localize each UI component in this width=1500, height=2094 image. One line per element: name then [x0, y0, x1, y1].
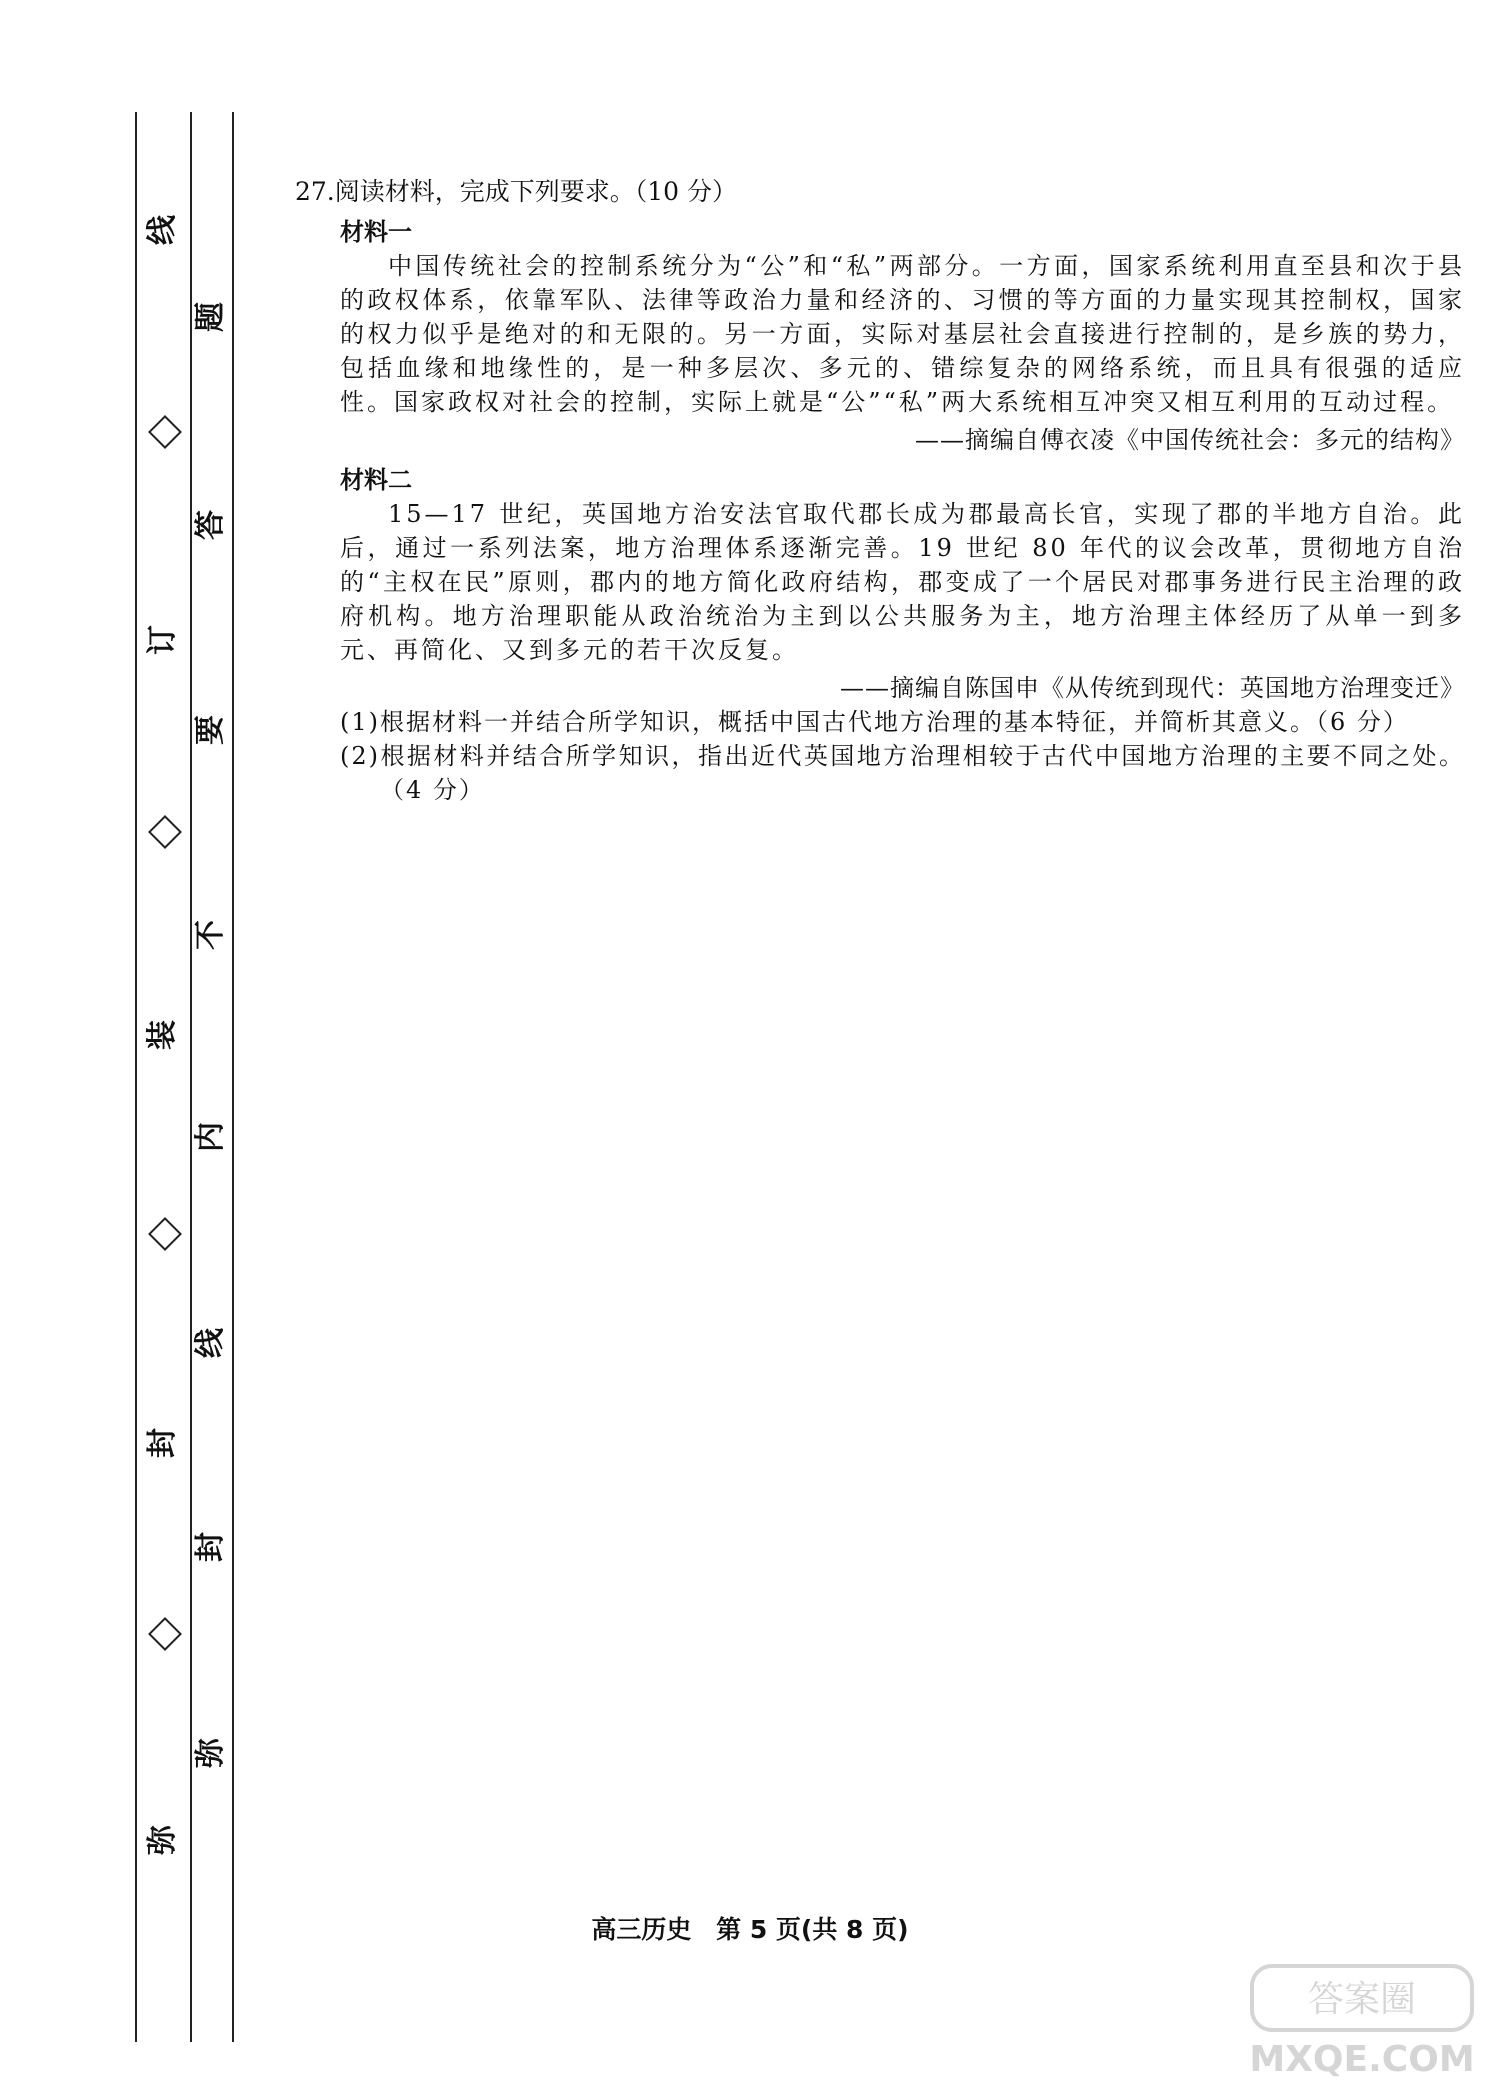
binding-char: 封 — [193, 1532, 228, 1562]
material-one-label: 材料一 — [340, 218, 412, 246]
page-footer — [0, 1910, 1500, 1946]
sub-question-1: (1)根据材料一并结合所学知识，概括中国古代地方治理的基本特征，并简析其意义。（6 分） — [340, 708, 1409, 736]
binding-char: 内 — [193, 1122, 228, 1152]
watermark-graphic — [1232, 1956, 1492, 2086]
diamond-icon — [148, 1217, 182, 1251]
binding-char: 订 — [145, 625, 180, 655]
material-one-text: 中国传统社会的控制系统分为“公”和“私”两部分。一方面，国家系统利用直至县和次于县的政权体系，依靠军队、法律等政治力量和经济的、习惯的等方面的力量实现其控制权，国家的权力似乎是绝对的和无限的。另一方面，实际对基层社会直接进行控制的，是乡族的势力，包括血缘和地缘性的，是一种多层次、多元的、错综复杂的网络系统，而且具有很强的适应性。国家政权对社会的控制，实际上就是“公”“私”两大系统相互冲突又相互利用的互动过程。 — [340, 252, 1465, 416]
binding-char: 要 — [193, 715, 228, 745]
sub-question-2: (2)根据材料并结合所学知识，指出近代英国地方治理相较于古代中国地方治理的主要不同之处。（4 分） — [340, 742, 1465, 804]
binding-char: 线 — [145, 215, 180, 245]
binding-char: 答 — [193, 510, 228, 540]
binding-char: 不 — [193, 920, 228, 950]
question-block — [295, 175, 1465, 807]
binding-char: 线 — [193, 1328, 228, 1358]
binding-char: 弥 — [193, 1738, 228, 1768]
material-two-label: 材料二 — [340, 466, 412, 494]
material-two-text: 15—17 世纪，英国地方治安法官取代郡长成为郡最高长官，实现了郡的半地方自治。此后，通过一系列法案，地方治理体系逐渐完善。19 世纪 80 年代的议会改革，贯彻地方自治的“主权在民”原则，郡内的地方简化政府结构，郡变成了一个居民对郡事务进行民主治理的政府机构。地方治理职能从政治统治为主到以公共服务为主，地方治理主体经历了从单一到多元、再简化、又到多元的若干次反复。 — [340, 500, 1465, 664]
material-one-source: ——摘编自傅衣凌《中国传统社会：多元的结构》 — [915, 426, 1465, 454]
binding-line-outer — [135, 112, 137, 2042]
question-title: 27.阅读材料，完成下列要求。（10 分） — [295, 177, 738, 206]
diamond-icon — [148, 815, 182, 849]
material-two-source: ——摘编自陈国申《从传统到现代：英国地方治理变迁》 — [840, 674, 1465, 702]
binding-char: 题 — [193, 302, 228, 332]
footer-subject: 高三历史 — [591, 1915, 692, 1944]
binding-char: 弥 — [145, 1825, 180, 1855]
watermark-logo-text: 答案圈 — [1307, 1979, 1417, 2020]
watermark-logo — [1232, 1956, 1492, 2086]
footer-page-number: 第 5 页(共 8 页) — [716, 1915, 909, 1944]
binding-char: 封 — [145, 1428, 180, 1458]
watermark-url: MXQE.COM — [1249, 2039, 1475, 2080]
diamond-icon — [148, 415, 182, 449]
diamond-icon — [148, 1617, 182, 1651]
binding-margin — [0, 0, 240, 2094]
binding-char: 装 — [145, 1020, 180, 1050]
